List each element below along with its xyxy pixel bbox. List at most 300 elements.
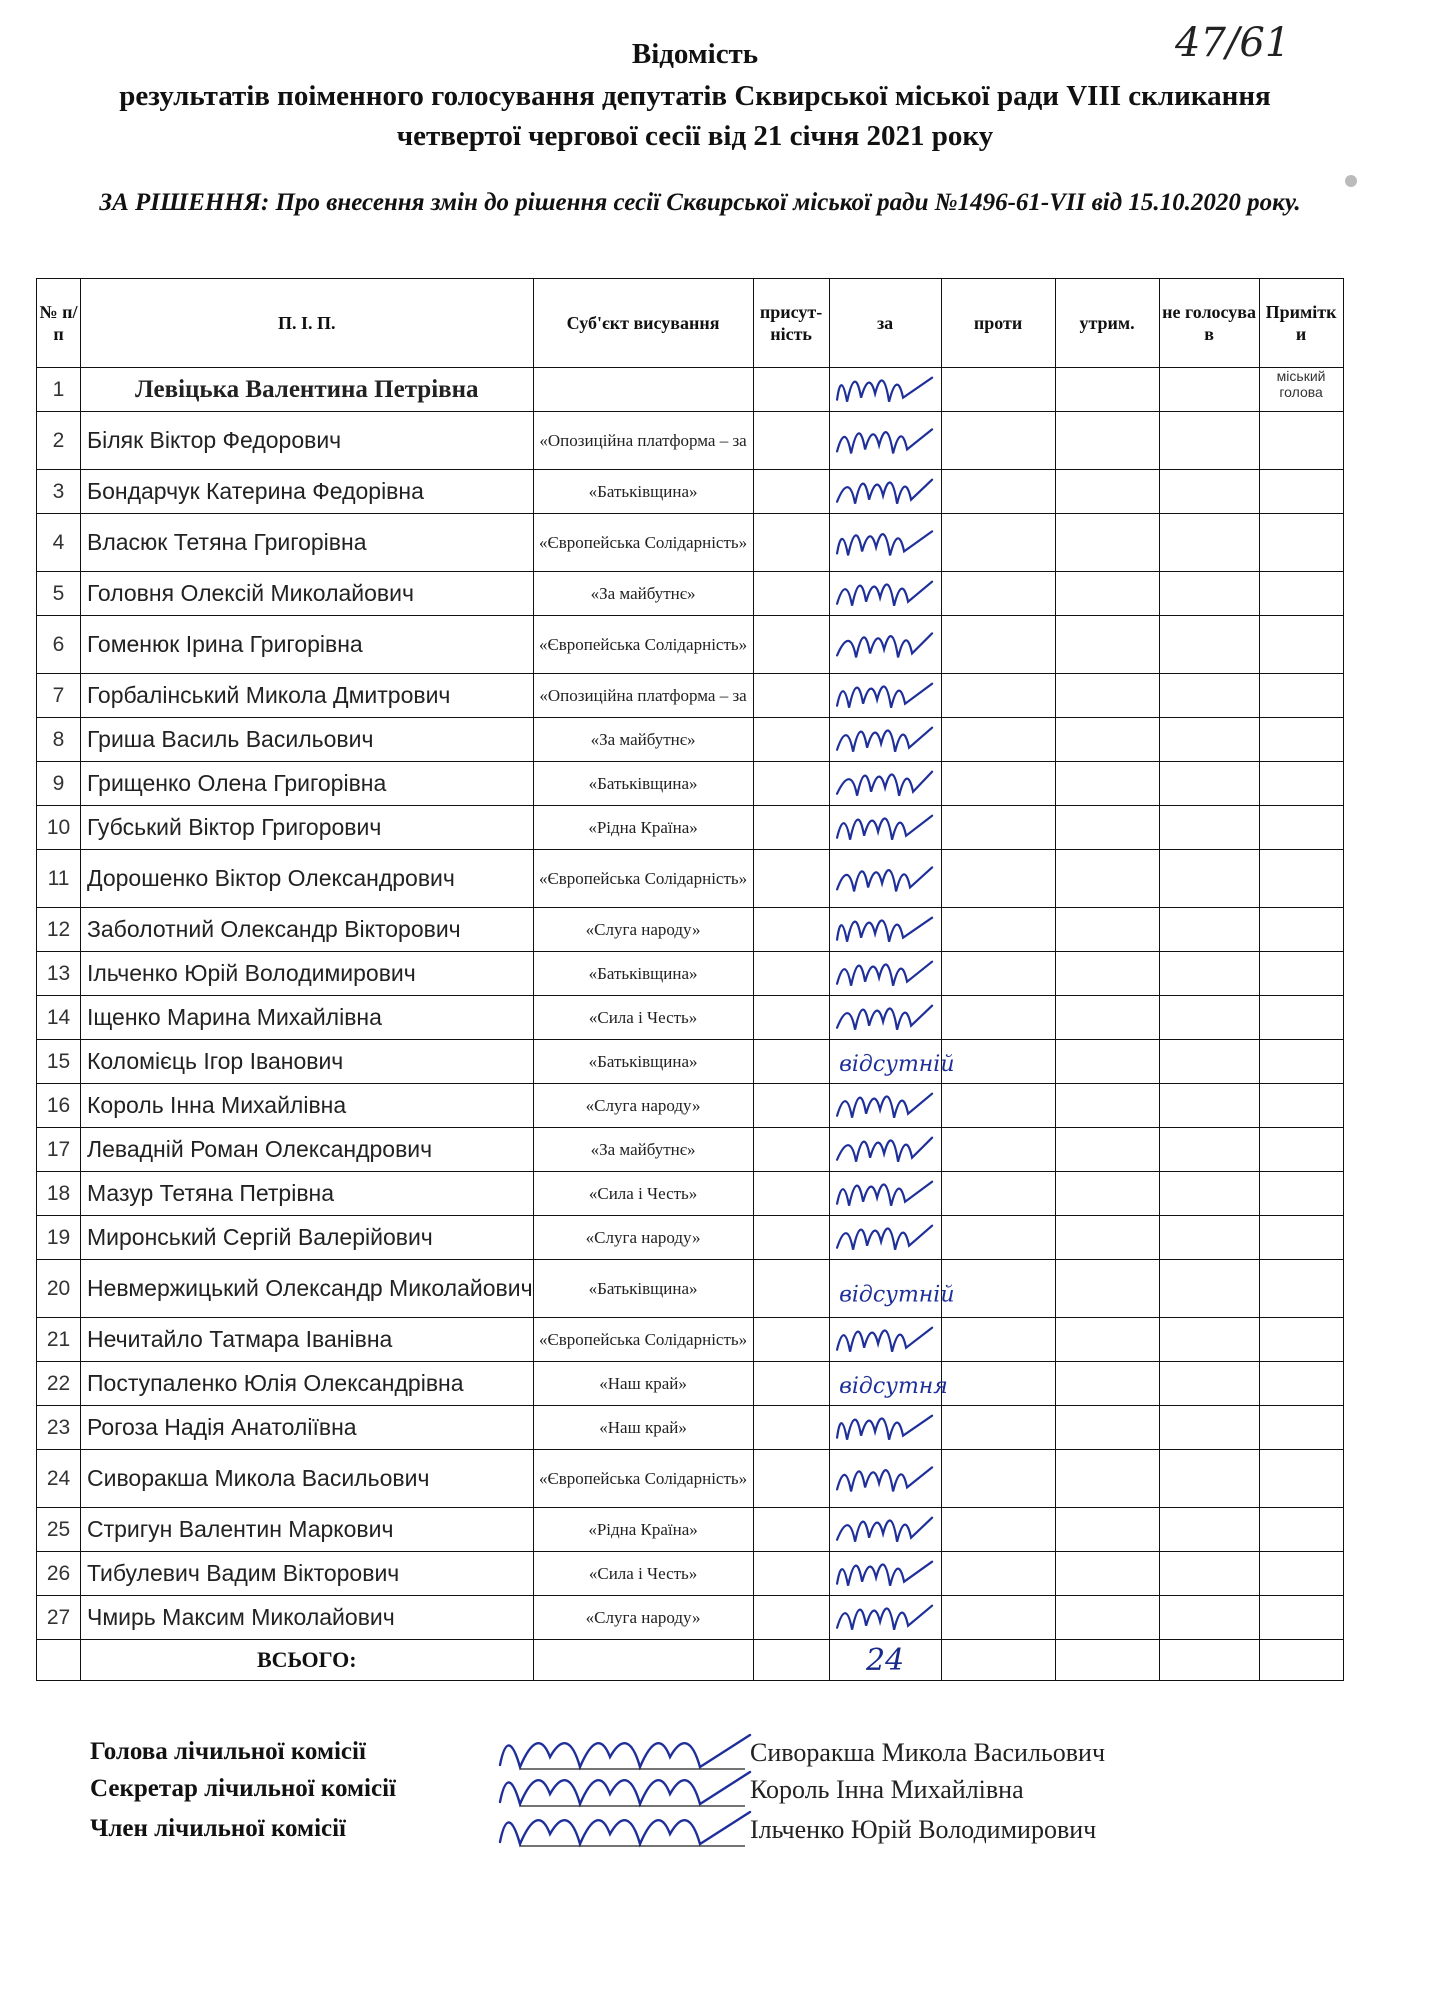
- nominating-party: «Сила і Честь»: [533, 1172, 753, 1216]
- vote-abstain-cell: [1055, 718, 1159, 762]
- row-number: 8: [37, 718, 81, 762]
- row-number: 18: [37, 1172, 81, 1216]
- deputy-name: Чмирь Максим Миколайович: [81, 1596, 534, 1640]
- nominating-party: «Опозиційна платформа – за: [533, 674, 753, 718]
- vote-against-cell: [941, 1508, 1055, 1552]
- row-number: 14: [37, 996, 81, 1040]
- note-cell: [1259, 1508, 1343, 1552]
- nominating-party: «Опозиційна платформа – за: [533, 412, 753, 470]
- deputy-name: Мазур Тетяна Петрівна: [81, 1172, 534, 1216]
- nominating-party: «Наш край»: [533, 1362, 753, 1406]
- note-cell: [1259, 908, 1343, 952]
- row-number: 19: [37, 1216, 81, 1260]
- row-number: 4: [37, 514, 81, 572]
- table-row: [37, 1216, 1344, 1260]
- vote-abstain-cell: [1055, 1172, 1159, 1216]
- note-cell: [1259, 572, 1343, 616]
- table-row: [37, 616, 1344, 674]
- committee-chair-name: Сиворакша Микола Васильович: [750, 1738, 1106, 1767]
- note-cell: [1259, 674, 1343, 718]
- deputy-name: Поступаленко Юлія Олександрівна: [81, 1362, 534, 1406]
- present-cell: [753, 470, 829, 514]
- nominating-party: «Слуга народу»: [533, 1216, 753, 1260]
- deputy-name: Король Інна Михайлівна: [81, 1084, 534, 1128]
- vote-for-cell: [829, 908, 941, 952]
- deputy-name: Тибулевич Вадим Вікторович: [81, 1552, 534, 1596]
- not-voted-cell: [1159, 1172, 1259, 1216]
- row-number: 11: [37, 850, 81, 908]
- deputy-name: Біляк Віктор Федорович: [81, 412, 534, 470]
- note-cell: [1259, 1406, 1343, 1450]
- deputy-name: Горбалінський Микола Дмитрович: [81, 674, 534, 718]
- vote-for-cell: [829, 952, 941, 996]
- nominating-party: «Батьківщина»: [533, 1040, 753, 1084]
- row-number: 5: [37, 572, 81, 616]
- vote-abstain-cell: [1055, 908, 1159, 952]
- vote-against-cell: [941, 1128, 1055, 1172]
- present-cell: [753, 1596, 829, 1640]
- note-cell: [1259, 616, 1343, 674]
- vote-against-cell: [941, 674, 1055, 718]
- col-header-subject: Суб'єкт висування: [533, 279, 753, 368]
- row-number: 24: [37, 1450, 81, 1508]
- table-row: [37, 1128, 1344, 1172]
- vote-against-cell: [941, 1172, 1055, 1216]
- deputy-name: Губський Віктор Григорович: [81, 806, 534, 850]
- nominating-party: «Рідна Країна»: [533, 806, 753, 850]
- vote-abstain-cell: [1055, 1040, 1159, 1084]
- row-number: 9: [37, 762, 81, 806]
- nominating-party: «Слуга народу»: [533, 1596, 753, 1640]
- deputy-name: Невмержицький Олександр Миколайович: [81, 1260, 534, 1318]
- vote-abstain-cell: [1055, 1084, 1159, 1128]
- nominating-party: «За майбутнє»: [533, 572, 753, 616]
- present-cell: [753, 762, 829, 806]
- not-voted-cell: [1159, 1552, 1259, 1596]
- document-title: Відомість: [631, 38, 759, 70]
- table-row: [37, 1406, 1344, 1450]
- present-cell: [753, 1508, 829, 1552]
- note-cell: [1259, 1596, 1343, 1640]
- not-voted-cell: [1159, 1216, 1259, 1260]
- note-cell: [1259, 1552, 1343, 1596]
- deputy-name: Іщенко Марина Михайлівна: [81, 996, 534, 1040]
- deputy-name: Гоменюк Ірина Григорівна: [81, 616, 534, 674]
- not-voted-cell: [1159, 850, 1259, 908]
- handwritten-absent-note: відсутній: [839, 1282, 955, 1308]
- not-voted-cell: [1159, 1128, 1259, 1172]
- row-number: 26: [37, 1552, 81, 1596]
- vote-for-cell: [829, 806, 941, 850]
- present-cell: [753, 1362, 829, 1406]
- deputy-name: Коломієць Ігор Іванович: [81, 1040, 534, 1084]
- not-voted-cell: [1159, 1318, 1259, 1362]
- deputy-name: Левадній Роман Олександрович: [81, 1128, 534, 1172]
- committee-member-role: Член лічильної комісії: [90, 1815, 347, 1842]
- vote-for-cell: [829, 1128, 941, 1172]
- deputy-name: Стригун Валентин Маркович: [81, 1508, 534, 1552]
- nominating-party: [533, 368, 753, 412]
- vote-abstain-cell: [1055, 674, 1159, 718]
- note-cell: [1259, 850, 1343, 908]
- vote-abstain-cell: [1055, 952, 1159, 996]
- table-row: [37, 1362, 1344, 1406]
- vote-against-cell: [941, 1318, 1055, 1362]
- vote-for-cell: [829, 1318, 941, 1362]
- note-cell: [1259, 806, 1343, 850]
- vote-abstain-cell: [1055, 1318, 1159, 1362]
- table-row: [37, 952, 1344, 996]
- vote-against-cell: [941, 572, 1055, 616]
- vote-for-cell: [829, 470, 941, 514]
- vote-abstain-cell: [1055, 996, 1159, 1040]
- table-row: [37, 412, 1344, 470]
- not-voted-cell: [1159, 674, 1259, 718]
- nominating-party: «Сила і Честь»: [533, 1552, 753, 1596]
- vote-against-cell: [941, 1552, 1055, 1596]
- present-cell: [753, 908, 829, 952]
- nominating-party: «Європейська Солідарність»: [533, 514, 753, 572]
- col-header-abstain: утрим.: [1055, 279, 1159, 368]
- decision-text: ЗА РІШЕННЯ: Про внесення змін до рішення сесії Сквирської міської ради №1496-61-VII від 15.10.2020 року.: [99, 189, 1301, 216]
- table-row: [37, 996, 1344, 1040]
- nominating-party: «Сила і Честь»: [533, 996, 753, 1040]
- committee-secretary-role: Секретар лічильної комісії: [90, 1775, 396, 1802]
- deputy-name: Левіцька Валентина Петрівна: [81, 368, 534, 412]
- present-cell: [753, 952, 829, 996]
- table-row: [37, 718, 1344, 762]
- vote-against-cell: [941, 1406, 1055, 1450]
- present-cell: [753, 514, 829, 572]
- vote-for-cell: [829, 514, 941, 572]
- present-cell: [753, 850, 829, 908]
- vote-for-cell: [829, 368, 941, 412]
- row-number: 10: [37, 806, 81, 850]
- vote-for-cell: [829, 850, 941, 908]
- present-cell: [753, 1406, 829, 1450]
- vote-for-cell: [829, 1508, 941, 1552]
- present-cell: [753, 1172, 829, 1216]
- present-cell: [753, 1040, 829, 1084]
- vote-against-cell: [941, 1216, 1055, 1260]
- vote-for-cell: [829, 762, 941, 806]
- handwritten-absent-note: відсутня: [839, 1374, 948, 1400]
- note-cell: [1259, 1260, 1343, 1318]
- total-row: [37, 1640, 1344, 1681]
- note-cell: [1259, 718, 1343, 762]
- vote-abstain-cell: [1055, 412, 1159, 470]
- committee-chair-role: Голова лічильної комісії: [90, 1738, 366, 1765]
- table-row: [37, 1040, 1344, 1084]
- not-voted-cell: [1159, 952, 1259, 996]
- present-cell: [753, 1128, 829, 1172]
- vote-against-cell: [941, 1450, 1055, 1508]
- handwritten-absent-note: відсутній: [839, 1052, 955, 1078]
- committee-signature: [500, 1735, 750, 1767]
- vote-for-cell: [829, 1406, 941, 1450]
- not-voted-cell: [1159, 1362, 1259, 1406]
- vote-abstain-cell: [1055, 1450, 1159, 1508]
- nominating-party: «Європейська Солідарність»: [533, 850, 753, 908]
- vote-for-cell: [829, 1260, 941, 1318]
- row-number: 3: [37, 470, 81, 514]
- deputy-name: Нечитайло Татмара Іванівна: [81, 1318, 534, 1362]
- nominating-party: «Рідна Країна»: [533, 1508, 753, 1552]
- present-cell: [753, 1216, 829, 1260]
- nominating-party: «За майбутнє»: [533, 1128, 753, 1172]
- total-for-value: 24: [829, 1640, 941, 1681]
- col-header-not-voted: не голосува в: [1159, 279, 1259, 368]
- col-header-against: проти: [941, 279, 1055, 368]
- table-row: [37, 514, 1344, 572]
- present-cell: [753, 1260, 829, 1318]
- row-number: 21: [37, 1318, 81, 1362]
- vote-against-cell: [941, 1084, 1055, 1128]
- deputy-name: Дорошенко Віктор Олександрович: [81, 850, 534, 908]
- row-number: 16: [37, 1084, 81, 1128]
- col-header-notes: Примітк и: [1259, 279, 1343, 368]
- committee-signature: [500, 1772, 750, 1804]
- nominating-party: «Батьківщина»: [533, 762, 753, 806]
- committee-signature: [500, 1812, 750, 1844]
- row-number: 25: [37, 1508, 81, 1552]
- vote-for-cell: [829, 1172, 941, 1216]
- vote-abstain-cell: [1055, 762, 1159, 806]
- row-number: 22: [37, 1362, 81, 1406]
- nominating-party: «Батьківщина»: [533, 1260, 753, 1318]
- row-number: 2: [37, 412, 81, 470]
- not-voted-cell: [1159, 1260, 1259, 1318]
- not-voted-cell: [1159, 514, 1259, 572]
- vote-abstain-cell: [1055, 1362, 1159, 1406]
- vote-for-cell: [829, 1216, 941, 1260]
- vote-abstain-cell: [1055, 1508, 1159, 1552]
- not-voted-cell: [1159, 996, 1259, 1040]
- deputy-name: Заболотний Олександр Вікторович: [81, 908, 534, 952]
- note-cell: міський голова: [1259, 368, 1343, 412]
- not-voted-cell: [1159, 806, 1259, 850]
- vote-abstain-cell: [1055, 1596, 1159, 1640]
- table-row: [37, 368, 1344, 412]
- note-cell: [1259, 1362, 1343, 1406]
- vote-against-cell: [941, 412, 1055, 470]
- vote-abstain-cell: [1055, 1216, 1159, 1260]
- vote-against-cell: [941, 1260, 1055, 1318]
- deputy-name: Миронський Сергій Валерійович: [81, 1216, 534, 1260]
- row-number: 1: [37, 368, 81, 412]
- note-cell: [1259, 1216, 1343, 1260]
- vote-abstain-cell: [1055, 514, 1159, 572]
- vote-against-cell: [941, 806, 1055, 850]
- table-row: [37, 1450, 1344, 1508]
- vote-against-cell: [941, 952, 1055, 996]
- table-row: [37, 1318, 1344, 1362]
- not-voted-cell: [1159, 1084, 1259, 1128]
- deputy-name: Бондарчук Катерина Федорівна: [81, 470, 534, 514]
- vote-for-cell: [829, 674, 941, 718]
- note-cell: [1259, 514, 1343, 572]
- deputy-name: Власюк Тетяна Григорівна: [81, 514, 534, 572]
- present-cell: [753, 1318, 829, 1362]
- row-number: 12: [37, 908, 81, 952]
- vote-abstain-cell: [1055, 1128, 1159, 1172]
- not-voted-cell: [1159, 1596, 1259, 1640]
- vote-abstain-cell: [1055, 1260, 1159, 1318]
- present-cell: [753, 1084, 829, 1128]
- nominating-party: «Наш край»: [533, 1406, 753, 1450]
- table-row: [37, 908, 1344, 952]
- vote-for-cell: [829, 1040, 941, 1084]
- row-number: 13: [37, 952, 81, 996]
- vote-abstain-cell: [1055, 616, 1159, 674]
- vote-against-cell: [941, 470, 1055, 514]
- present-cell: [753, 412, 829, 470]
- col-header-num: № п/п: [37, 279, 81, 368]
- nominating-party: «Європейська Солідарність»: [533, 1450, 753, 1508]
- vote-abstain-cell: [1055, 1406, 1159, 1450]
- note-cell: [1259, 412, 1343, 470]
- vote-abstain-cell: [1055, 368, 1159, 412]
- row-number: 7: [37, 674, 81, 718]
- vote-against-cell: [941, 996, 1055, 1040]
- nominating-party: «Слуга народу»: [533, 1084, 753, 1128]
- vote-against-cell: [941, 616, 1055, 674]
- not-voted-cell: [1159, 1406, 1259, 1450]
- vote-for-cell: [829, 1362, 941, 1406]
- not-voted-cell: [1159, 908, 1259, 952]
- present-cell: [753, 1450, 829, 1508]
- scan-speck: [1345, 175, 1357, 187]
- deputy-name: Гриша Василь Васильович: [81, 718, 534, 762]
- vote-against-cell: [941, 762, 1055, 806]
- table-row: [37, 806, 1344, 850]
- table-row: [37, 674, 1344, 718]
- not-voted-cell: [1159, 1450, 1259, 1508]
- present-cell: [753, 368, 829, 412]
- vote-for-cell: [829, 572, 941, 616]
- vote-against-cell: [941, 718, 1055, 762]
- row-number: 20: [37, 1260, 81, 1318]
- document-subtitle-line1: результатів поіменного голосування депутатів Сквирської міської ради VIII скликання: [119, 80, 1271, 112]
- not-voted-cell: [1159, 1040, 1259, 1084]
- table-row: [37, 1596, 1344, 1640]
- vote-against-cell: [941, 1040, 1055, 1084]
- row-number: 23: [37, 1406, 81, 1450]
- page-note: 47/61: [1175, 20, 1291, 66]
- not-voted-cell: [1159, 718, 1259, 762]
- not-voted-cell: [1159, 368, 1259, 412]
- present-cell: [753, 674, 829, 718]
- row-number: 15: [37, 1040, 81, 1084]
- vote-abstain-cell: [1055, 850, 1159, 908]
- vote-for-cell: [829, 1552, 941, 1596]
- table-row: [37, 1552, 1344, 1596]
- committee-secretary-name: Король Інна Михайлівна: [750, 1775, 1024, 1804]
- note-cell: [1259, 1084, 1343, 1128]
- deputy-name: Ільченко Юрій Володимирович: [81, 952, 534, 996]
- table-row: [37, 1508, 1344, 1552]
- not-voted-cell: [1159, 572, 1259, 616]
- col-header-name: П. І. П.: [81, 279, 534, 368]
- note-cell: [1259, 1040, 1343, 1084]
- vote-against-cell: [941, 514, 1055, 572]
- vote-for-cell: [829, 996, 941, 1040]
- nominating-party: «Слуга народу»: [533, 908, 753, 952]
- vote-for-cell: [829, 1084, 941, 1128]
- vote-against-cell: [941, 850, 1055, 908]
- present-cell: [753, 996, 829, 1040]
- vote-against-cell: [941, 368, 1055, 412]
- not-voted-cell: [1159, 762, 1259, 806]
- table-row: [37, 1084, 1344, 1128]
- table-row: [37, 762, 1344, 806]
- present-cell: [753, 616, 829, 674]
- deputy-name: Грищенко Олена Григорівна: [81, 762, 534, 806]
- note-cell: [1259, 996, 1343, 1040]
- deputy-name: Головня Олексій Миколайович: [81, 572, 534, 616]
- not-voted-cell: [1159, 1508, 1259, 1552]
- not-voted-cell: [1159, 412, 1259, 470]
- note-cell: [1259, 952, 1343, 996]
- total-label: ВСЬОГО:: [81, 1640, 534, 1681]
- note-cell: [1259, 1172, 1343, 1216]
- table-row: [37, 1172, 1344, 1216]
- nominating-party: «Європейська Солідарність»: [533, 616, 753, 674]
- table-row: [37, 572, 1344, 616]
- document-subtitle-line2: четвертої чергової сесії від 21 січня 2021 року: [396, 120, 994, 152]
- deputy-name: Сиворакша Микола Васильович: [81, 1450, 534, 1508]
- vote-against-cell: [941, 1362, 1055, 1406]
- not-voted-cell: [1159, 616, 1259, 674]
- vote-for-cell: [829, 1596, 941, 1640]
- row-number: 6: [37, 616, 81, 674]
- vote-against-cell: [941, 908, 1055, 952]
- note-cell: [1259, 762, 1343, 806]
- col-header-present: присут- ність: [753, 279, 829, 368]
- vote-for-cell: [829, 718, 941, 762]
- not-voted-cell: [1159, 470, 1259, 514]
- committee-member-name: Ільченко Юрій Володимирович: [750, 1815, 1097, 1844]
- nominating-party: «Батьківщина»: [533, 470, 753, 514]
- nominating-party: «Батьківщина»: [533, 952, 753, 996]
- vote-against-cell: [941, 1596, 1055, 1640]
- nominating-party: «Європейська Солідарність»: [533, 1318, 753, 1362]
- table-row: [37, 850, 1344, 908]
- nominating-party: «За майбутнє»: [533, 718, 753, 762]
- vote-for-cell: [829, 1450, 941, 1508]
- note-cell: [1259, 1128, 1343, 1172]
- note-cell: [1259, 1318, 1343, 1362]
- votes-table: [36, 278, 1344, 1681]
- deputy-name: Рогоза Надія Анатоліївна: [81, 1406, 534, 1450]
- vote-abstain-cell: [1055, 1552, 1159, 1596]
- vote-for-cell: [829, 616, 941, 674]
- present-cell: [753, 718, 829, 762]
- present-cell: [753, 1552, 829, 1596]
- present-cell: [753, 572, 829, 616]
- vote-abstain-cell: [1055, 806, 1159, 850]
- row-number: 17: [37, 1128, 81, 1172]
- vote-abstain-cell: [1055, 572, 1159, 616]
- present-cell: [753, 806, 829, 850]
- note-cell: [1259, 1450, 1343, 1508]
- table-row: [37, 470, 1344, 514]
- col-header-for: за: [829, 279, 941, 368]
- row-number: 27: [37, 1596, 81, 1640]
- table-row: [37, 1260, 1344, 1318]
- note-cell: [1259, 470, 1343, 514]
- table-header-row: [37, 279, 1344, 368]
